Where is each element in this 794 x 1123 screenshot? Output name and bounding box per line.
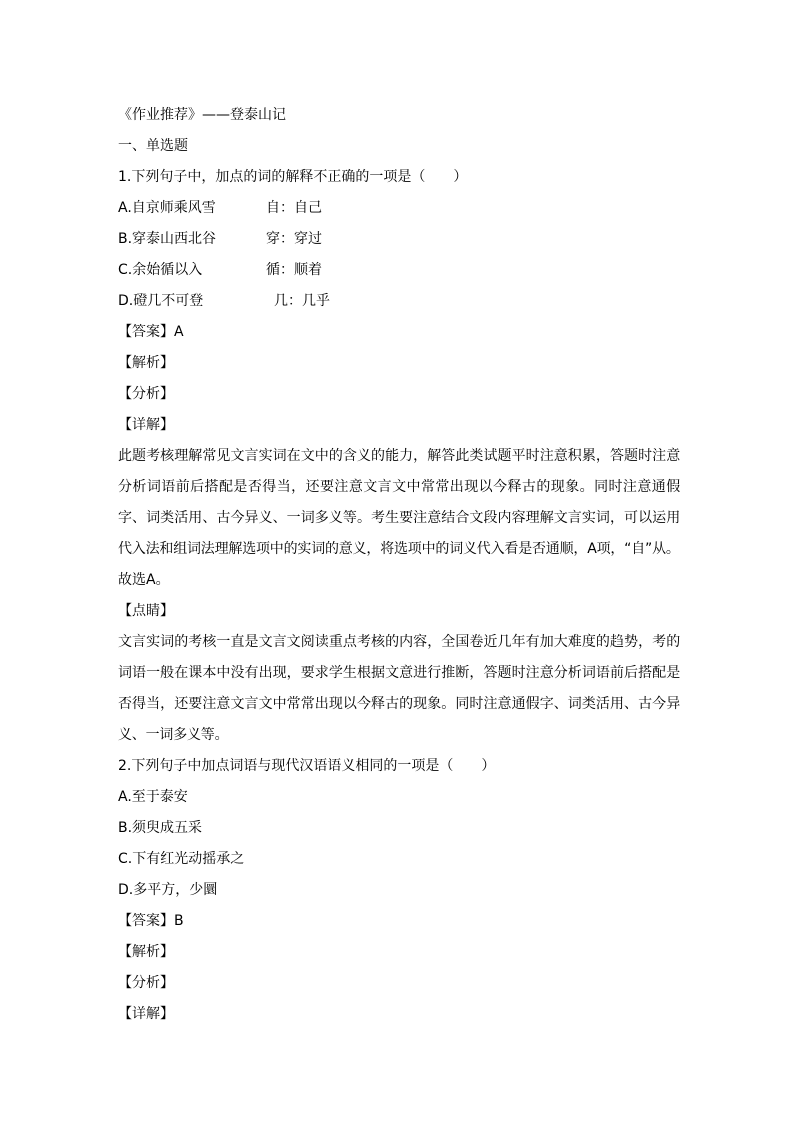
section-heading: 一、单选题 bbox=[118, 138, 188, 154]
question-1-detail-heading: 【详解】 bbox=[118, 417, 174, 433]
question-1-stem: 1.下列句子中，加点的词的解释不正确的一项是（ ） bbox=[118, 169, 468, 185]
option-text: C.余始循以入 bbox=[118, 262, 203, 278]
question-1-option-c bbox=[118, 255, 680, 286]
option-text: B.穿泰山西北谷 bbox=[118, 231, 217, 247]
question-1-dianjing-heading: 【点睛】 bbox=[118, 603, 174, 619]
question-1-analysis-heading: 【解析】 bbox=[118, 355, 174, 371]
question-1-option-b bbox=[118, 224, 680, 255]
question-2-option-b: B.须臾成五采 bbox=[118, 820, 203, 836]
question-1-answer: 【答案】A bbox=[118, 324, 184, 340]
question-2-stem: 2.下列句子中加点词语与现代汉语语义相同的一项是（ ） bbox=[118, 758, 496, 774]
question-2-option-a: A.至于泰安 bbox=[118, 789, 188, 805]
document-page bbox=[118, 100, 680, 1030]
question-2-detail-heading: 【详解】 bbox=[118, 1006, 174, 1022]
option-gloss: 自：自己 bbox=[266, 200, 322, 216]
question-2-option-d: D.多平方，少圜 bbox=[118, 882, 218, 898]
option-gloss: 几：几乎 bbox=[274, 293, 330, 309]
question-2-analysis-heading: 【解析】 bbox=[118, 944, 174, 960]
question-1-option-d bbox=[118, 286, 680, 317]
document-title: 《作业推荐》——登泰山记 bbox=[118, 107, 286, 123]
question-1-fenxi-heading: 【分析】 bbox=[118, 386, 174, 402]
option-gloss: 循：顺着 bbox=[266, 262, 322, 278]
question-1-dianjing-text: 文言实词的考核一直是文言文阅读重点考核的内容，全国卷近几年有加大难度的趋势，考的词语一般在课本中没有出现，要求学生根据文意进行推断，答题时注意分析词语前后搭配是否得当，还要注意文言文中常常出现以今释古的现象。同时注意通假字、词类活用、古今异义、一词多义等。 bbox=[118, 634, 680, 743]
question-2-option-c: C.下有红光动摇承之 bbox=[118, 851, 245, 867]
option-text: A.自京师乘风雪 bbox=[118, 200, 216, 216]
option-text: D.磴几不可登 bbox=[118, 293, 204, 309]
question-1-conclusion: 故选A。 bbox=[118, 572, 170, 588]
option-gloss: 穿：穿过 bbox=[266, 231, 322, 247]
question-2-fenxi-heading: 【分析】 bbox=[118, 975, 174, 991]
question-2-answer: 【答案】B bbox=[118, 913, 184, 929]
question-1-detail-text: 此题考核理解常见文言实词在文中的含义的能力，解答此类试题平时注意积累，答题时注意分析词语前后搭配是否得当，还要注意文言文中常常出现以今释古的现象。同时注意通假字、词类活用、古今异义、一词多义等。考生要注意结合文段内容理解文言实词，可以运用代入法和组词法理解选项中的实词的意义，将选项中的词义代入看是否通顺，A项，“自”从。 bbox=[118, 448, 680, 557]
question-1-option-a bbox=[118, 193, 680, 224]
